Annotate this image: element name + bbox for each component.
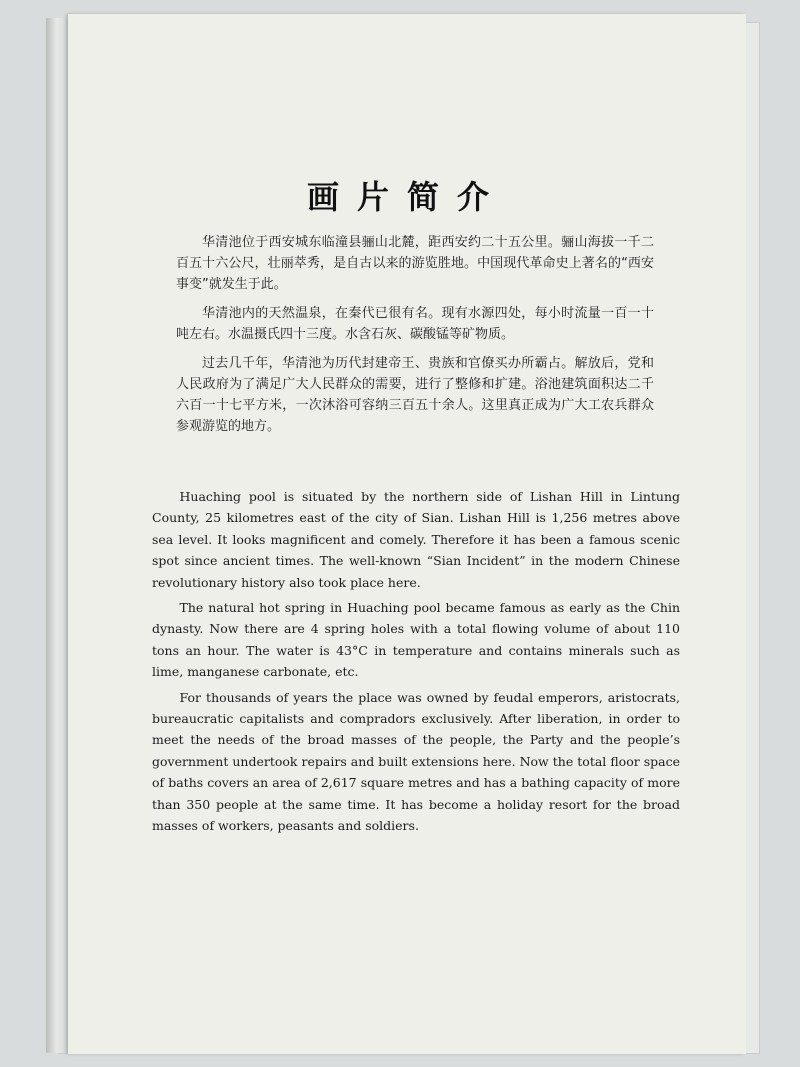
chinese-paragraph: 华清池位于西安城东临潼县骊山北麓，距西安约二十五公里。骊山海拔一千二百五十六公尺，壮丽萃秀，是自古以来的游览胜地。中国现代革命史上著名的“西安事变”就发生于此。: [176, 235, 654, 292]
chinese-paragraph: 过去几千年，华清池为历代封建帝王、贵族和官僚买办所霸占。解放后，党和人民政府为了满足广大人民群众的需要，进行了整修和扩建。浴池建筑面积达二千六百一十七平方米，一次沐浴可容纳三百五十余人。这里真正成为广大工农兵群众参观游览的地方。: [176, 356, 654, 434]
postcard-page: [68, 14, 746, 1054]
english-paragraph: For thousands of years the place was owned by feudal emperors, aristocrats, bureaucratic capitalists and compradors exclusively. After liberation, in order to meet the needs of the broad masses of the people, the Party and the people’s government undertook repairs and built extensions here. Now the total floor space of baths covers an area of 2,617 square metres and has a bathing capacity of more than 350 people at the same time. It has become a holiday resort for the broad masses of workers, peasants and soldiers.: [152, 689, 680, 834]
page-title: 画片简介: [306, 178, 507, 216]
chinese-text-block: [176, 232, 654, 445]
chinese-paragraph: 华清池内的天然温泉，在秦代已很有名。现有水源四处，每小时流量一百一十吨左右。水温摄氏四十三度。水含石灰、碳酸锰等矿物质。: [176, 306, 654, 342]
english-paragraph: Huaching pool is situated by the northern side of Lishan Hill in Lintung County, 25 kilometres east of the city of Sian. Lishan Hill is 1,256 metres above sea level. It looks magnificent and comely. Therefore it has been a famous scenic spot since ancient times. The well-known “Sian Incident” in the modern Chinese revolutionary history also took place here.: [152, 489, 680, 590]
english-paragraph: The natural hot spring in Huaching pool became famous as early as the Chin dynasty. Now there are 4 spring holes with a total flowing volume of about 110 tons an hour. The water is 43°C in temperature and contains minerals such as lime, manganese carbonate, etc.: [152, 600, 680, 680]
english-text-block: [152, 486, 680, 841]
